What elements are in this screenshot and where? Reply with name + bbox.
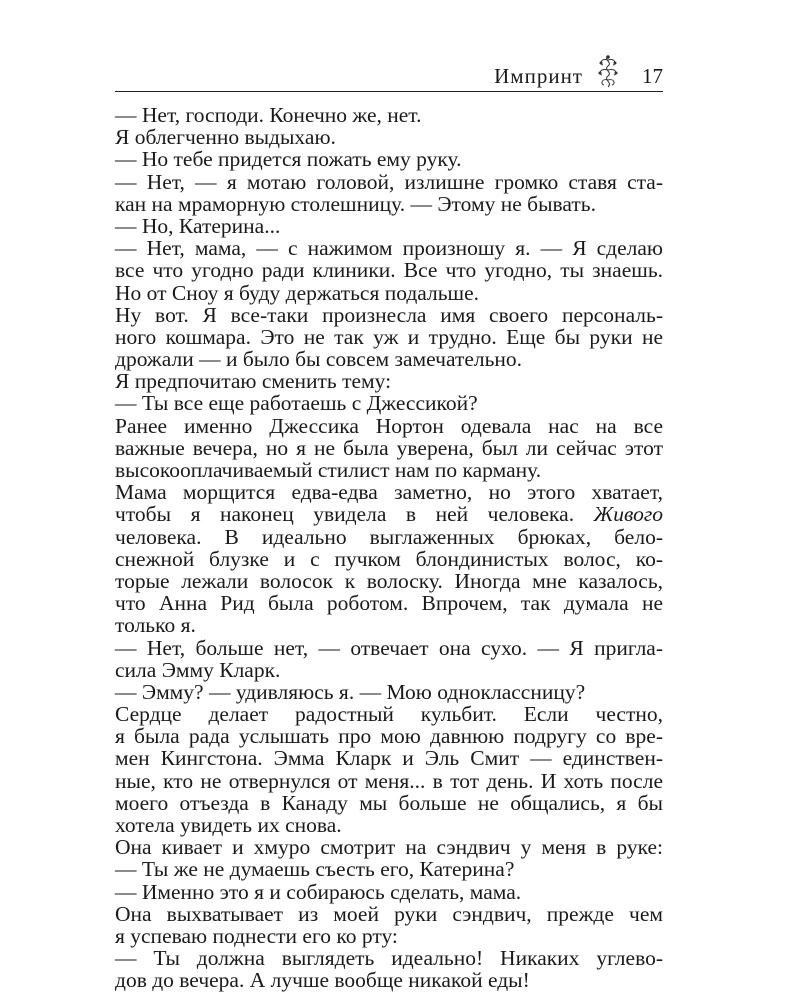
text-line: человека. В идеально выглаженных брюках, бело- (115, 524, 663, 549)
text-line: ного кошмара. Это не так уж и трудно. Еще бы руки не (115, 324, 663, 349)
text-line: — Но, Катерина... (115, 213, 281, 238)
text-line: Я облегченно выдыхаю. (115, 125, 336, 150)
text-line: моего отъезда в Канаду мы больше не общались, я бы (115, 790, 663, 815)
text-line: Она кивает и хмуро смотрит на сэндвич у меня в руке: (115, 835, 663, 860)
text-line: Ранее именно Джессика Нортон одевала нас на все (115, 413, 663, 438)
text-line: дрожали — и было бы совсем замечательно. (115, 347, 523, 372)
text-line: — Ты должна выглядеть идеально! Никаких углево- (115, 946, 663, 971)
text-line: — Ты же не думаешь съесть его, Катерина? (115, 857, 515, 882)
text-line: — Эмму? — удивляюсь я. — Мою одноклассницу? (115, 679, 586, 704)
text-line: — Нет, мама, — с нажимом произношу я. — Я сделаю (115, 236, 663, 261)
text-line: Я предпочитаю сменить тему: (115, 369, 392, 394)
text-line: торые лежали волосок к волоску. Иногда мне казалось, (115, 568, 663, 593)
emphasized-word: Живого (593, 502, 663, 527)
text-line: сила Эмму Кларк. (115, 657, 281, 682)
text-line: Сердце делает радостный кульбит. Если честно, (115, 702, 663, 727)
text-line: — Нет, — я мотаю головой, излишне громко ставя ста- (115, 169, 663, 194)
text-line: я успеваю поднести его ко рту: (115, 923, 398, 948)
text-line: Она выхватывает из моей руки сэндвич, прежде чем (115, 901, 663, 926)
text-line: ные, кто не отвернулся от меня... в тот день. И хоть после (115, 768, 663, 793)
text-line: Но от Сноу я буду держаться подальше. (115, 280, 480, 305)
text-line: — Ты все еще работаешь с Джессикой? (115, 391, 478, 416)
text-line: — Но тебе придется пожать ему руку. (115, 147, 462, 172)
running-title: Импринт (494, 64, 583, 88)
body-text (115, 104, 663, 992)
text-line: чтобы я наконец увидела в ней человека. Живого (115, 502, 663, 527)
text-line: все что угодно ради клиники. Все что угодно, ты знаешь. (115, 258, 663, 283)
text-line: высокооплачиваемый стилист нам по карману. (115, 458, 542, 482)
text-line: хотела увидеть их снова. (115, 813, 342, 837)
text-line: только я. (115, 613, 196, 638)
text-line: дов до вечера. А лучше вообще никакой еды! (115, 968, 530, 993)
text-line: мен Кингстона. Эмма Кларк и Эль Смит — единствен- (115, 746, 663, 771)
text-line: важные вечера, но я не была уверена, был ли сейчас этот (115, 435, 663, 460)
text-line: снежной блузке и с пучком блондинистых волос, ко- (115, 546, 663, 571)
running-header (115, 62, 663, 92)
text-line: Ну вот. Я все-таки произнесла имя своего персональ- (115, 302, 663, 327)
text-line: что Анна Рид была роботом. Впрочем, так думала не (115, 591, 663, 616)
text-line: — Именно это я и собираюсь сделать, мама. (115, 879, 522, 904)
page-number: 17 (642, 64, 663, 88)
text-line: Мама морщится едва-едва заметно, но этого хватает, (115, 480, 663, 505)
text-line: — Нет, больше нет, — отвечает она сухо. — Я пригла- (115, 635, 663, 660)
header-rule (115, 91, 663, 92)
floral-ornament-icon (593, 54, 623, 90)
text-line: кан на мраморную столешницу. — Этому не бывать. (115, 191, 596, 216)
text-line: я была рада услышать про мою давнюю подругу со вре- (115, 724, 663, 749)
text-line: — Нет, господи. Конечно же, нет. (115, 103, 422, 127)
